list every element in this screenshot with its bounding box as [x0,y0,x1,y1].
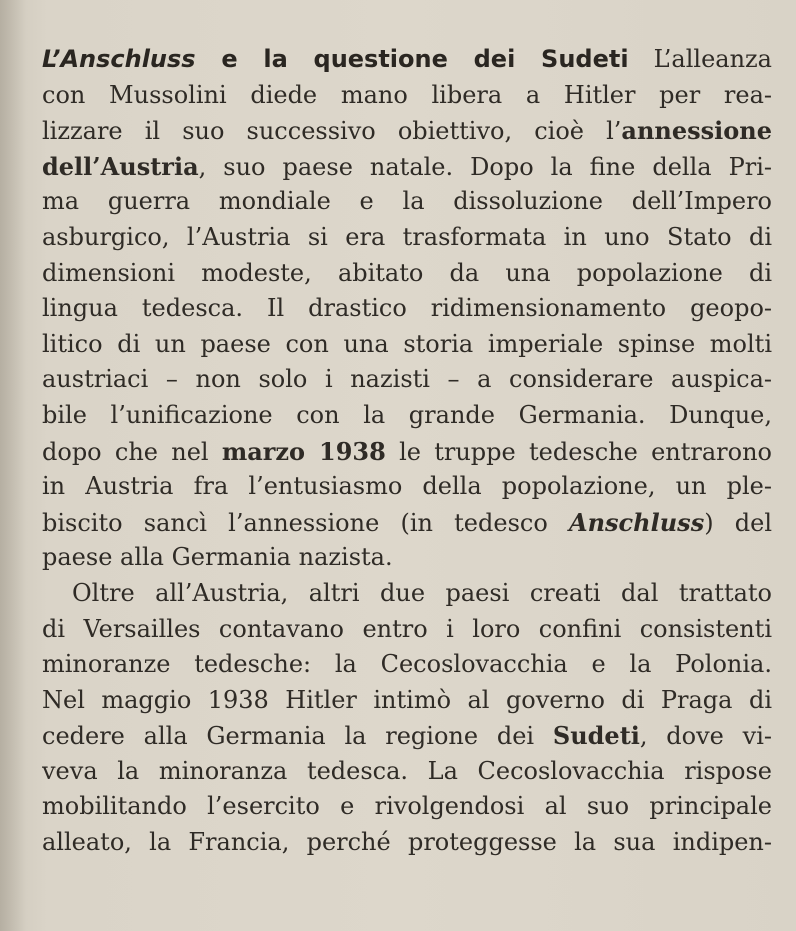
bold-term: Sudeti [552,721,640,751]
text-line: mobilitando l’esercito e rivolgendosi al suo principale [42,792,772,821]
section-heading [42,45,629,73]
bold-italic-term: Anschluss [568,507,705,537]
body-text [42,42,772,861]
bold-term: dell’Austria [42,151,199,181]
text-line: Oltre all’Austria, altri due paesi creati dal trattato [72,578,772,607]
text-line [42,42,772,78]
heading-italic: L’Anschluss [42,45,196,73]
text-fragment: dopo che nel [42,437,222,466]
text-line [42,434,772,470]
text-line: veva la minoranza tedesca. La Cecoslovacchia rispose [42,756,772,785]
text-line: dimensioni modeste, abitato da una popolazione di [42,258,772,287]
text-line: di Versailles contavano entro i loro confini consistenti [42,614,772,643]
text-fragment: , dove vi- [639,722,772,751]
page-gutter-shadow [0,0,26,931]
text-line: Nel maggio 1938 Hitler intimò al governo di Praga di [42,685,772,714]
text-fragment: , suo paese natale. Dopo la fine della Pri- [198,152,772,181]
text-line: bile l’unificazione con la grande Germania. Dunque, [42,400,772,429]
text-fragment: lizzare il suo successivo obiettivo, cioè l’ [42,117,622,146]
text-fragment: ) del [704,508,772,537]
text-line: asburgico, l’Austria si era trasformata in uno Stato di [42,222,772,251]
text-line: austriaci – non solo i nazisti – a considerare auspica- [42,365,772,394]
text-line: minoranze tedesche: la Cecoslovacchia e la Polonia. [42,650,772,679]
text-line: lingua tedesca. Il drastico ridimensionamento geopo- [42,294,772,323]
bold-term: annessione [621,116,772,146]
text-fragment: biscito sancì l’annessione (in tedesco [42,508,569,537]
text-line [42,718,772,754]
text-line [42,149,772,185]
text-line: alleato, la Francia, perché proteggesse la sua indipen- [42,828,772,857]
heading-rest: e la questione dei Sudeti [195,45,629,73]
text-line: con Mussolini diede mano libera a Hitler per rea- [42,80,772,109]
text-line [42,505,772,541]
text-fragment: le truppe tedesche entrarono [385,437,772,466]
text-line: paese alla Germania nazista. [42,543,393,572]
text-line: litico di un paese con una storia imperiale spinse molti [42,329,772,358]
text-line: in Austria fra l’entusiasmo della popolazione, un ple- [42,472,772,501]
text-fragment: cedere alla Germania la regione dei [42,722,553,751]
text-fragment: L’alleanza [628,45,772,73]
text-line [42,113,772,149]
bold-term: marzo 1938 [221,436,386,466]
text-line: ma guerra mondiale e la dissoluzione dell’Impero [42,187,772,216]
